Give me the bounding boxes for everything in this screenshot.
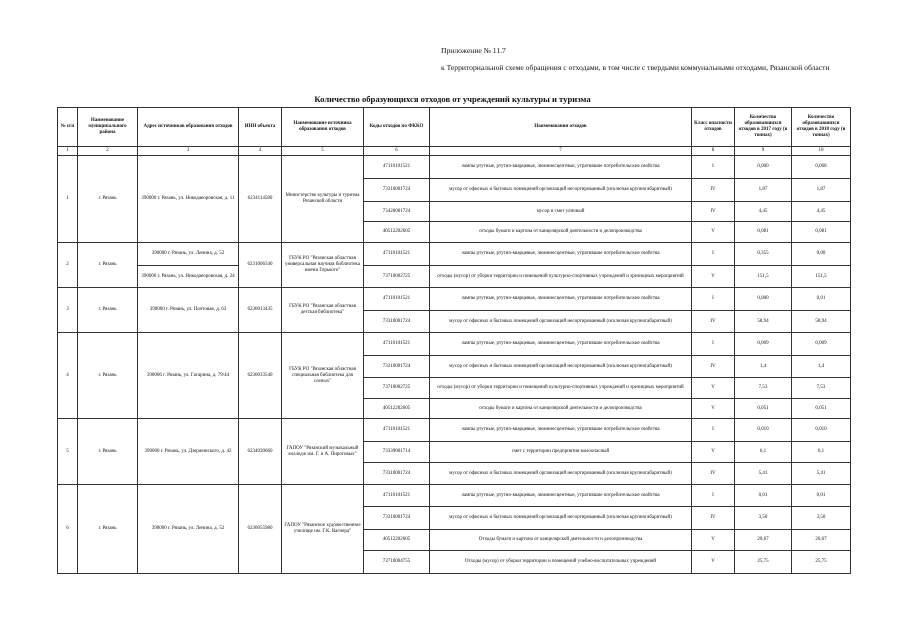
district-cell: г. Рязань (78, 333, 138, 419)
fkko-code-cell: 47110101521 (364, 156, 430, 179)
hazard-class-cell: I (692, 333, 735, 356)
table-row (58, 288, 851, 311)
waste-name-cell: мусор от офисных и бытовых помещений организаций несортированный (исключая крупногабаритный) (430, 463, 692, 485)
fkko-code-cell: 47110101521 (364, 419, 430, 442)
amount-2018-cell: 6,1 (792, 442, 851, 463)
header-cell: ИНН объекта (239, 108, 282, 147)
waste-name-cell: лампы ртутные, ртутно-кварцевые, люминесцентные, утратившие потребительские свойства (430, 288, 692, 311)
table-row (58, 333, 851, 356)
waste-name-cell: Отходы (мусор) от уборки территории и помещений учебно-воспитательных учреждений (430, 551, 692, 574)
waste-name-cell: отходы (мусор) от уборки территории и помещений культурно-спортивных учреждений и зрелищных мероприятий (430, 378, 692, 399)
waste-name-cell: лампы ртутные, ртутно-кварцевые, люминесцентные, утратившие потребительские свойства (430, 419, 692, 442)
amount-2018-cell: 25,75 (792, 551, 851, 574)
header-cell: Количество образовавшихся отходов в 2018 году (в тоннах) (792, 108, 851, 147)
address-cell: 390000 г. Рязань, ул. Ленина, д. 52 (138, 485, 239, 574)
header-cell: Количество образовавшихся отходов в 2017 году (в тоннах) (735, 108, 792, 147)
amount-2018-cell: 7,53 (792, 378, 851, 399)
waste-name-cell: мусор от офисных и бытовых помещений организаций несортированный (исключая крупногабаритный) (430, 507, 692, 530)
waste-name-cell: смет с территории предприятия малоопасный (430, 442, 692, 463)
hazard-class-cell: IV (692, 356, 735, 378)
fkko-code-cell: 73710004755 (364, 551, 430, 574)
inn-cell: 6231006340 (239, 243, 282, 288)
amount-2018-cell: 5,41 (792, 463, 851, 485)
address-cell: 390000 г. Рязань, ул. Никодаеоровская, д. 11 (138, 156, 239, 243)
hazard-class-cell: V (692, 266, 735, 288)
row-number: 4 (58, 333, 78, 419)
amount-2018-cell: 0,051 (792, 399, 851, 419)
amount-2017-cell: 7,53 (735, 378, 792, 399)
source-name-cell: ГБУК РО "Рязанская областная детская библиотека" (282, 288, 364, 333)
hazard-class-cell: V (692, 222, 735, 243)
amount-2017-cell: 20,67 (735, 530, 792, 551)
amount-2017-cell: 0,081 (735, 222, 792, 243)
waste-table-container (57, 107, 850, 574)
fkko-code-cell: 73310001724 (364, 311, 430, 333)
address-cell: 390000 г. Рязань, ул. Почтовая, д. 63 (138, 288, 239, 333)
amount-2018-cell: 0,01 (792, 288, 851, 311)
fkko-code-cell: 47110101521 (364, 243, 430, 266)
fkko-code-cell: 40512202605 (364, 222, 430, 243)
header-cell: Наименования отходов (430, 108, 692, 147)
column-index: 1 (58, 147, 78, 156)
table-row (58, 485, 851, 507)
waste-table (57, 107, 851, 574)
column-index: 5 (282, 147, 364, 156)
header-cell: Класс опасности отходов (692, 108, 735, 147)
amount-2018-cell: 0,01 (792, 485, 851, 507)
hazard-class-cell: IV (692, 507, 735, 530)
fkko-code-cell: 73310001724 (364, 507, 430, 530)
amount-2018-cell: 0,081 (792, 222, 851, 243)
hazard-class-cell: I (692, 485, 735, 507)
amount-2017-cell: 151,5 (735, 266, 792, 288)
column-index: 9 (735, 147, 792, 156)
column-index: 3 (138, 147, 239, 156)
header-cell: № п/п (58, 108, 78, 147)
amount-2018-cell: 0,00 (792, 243, 851, 266)
source-name-cell: ГБУК РО "Рязанская областная специальная библиотека для слепых" (282, 333, 364, 419)
amount-2018-cell: 58,94 (792, 311, 851, 333)
amount-2017-cell: 0,010 (735, 419, 792, 442)
waste-name-cell: мусор и смет уличный (430, 202, 692, 222)
amount-2017-cell: 25,75 (735, 551, 792, 574)
column-index: 8 (692, 147, 735, 156)
source-name-cell: ГАПОУ "Рязанское художественное училище им. Г.К. Вагнера" (282, 485, 364, 574)
hazard-class-cell: IV (692, 179, 735, 202)
address-cell: 390000 г. Рязань, ул. Никодаеоровская, д. 24 (138, 266, 239, 288)
inn-cell: 6230033540 (239, 333, 282, 419)
district-cell: г. Рязань (78, 243, 138, 288)
page-title: Количество образующихся отходов от учреждений культуры и туризма (314, 94, 591, 104)
source-name-cell: ГБУК РО "Рязанская областная универсальная научная библиотека имени Горького" (282, 243, 364, 288)
fkko-code-cell: 73710002725 (364, 266, 430, 288)
hazard-class-cell: I (692, 156, 735, 179)
amount-2017-cell: 0,000 (735, 288, 792, 311)
district-cell: г. Рязань (78, 156, 138, 243)
waste-name-cell: мусор от офисных и бытовых помещений организаций несортированный (исключая крупногабаритный) (430, 311, 692, 333)
amount-2018-cell: 0,009 (792, 333, 851, 356)
table-body (58, 156, 851, 574)
amount-2017-cell: 1,4 (735, 356, 792, 378)
fkko-code-cell: 47110101521 (364, 288, 430, 311)
amount-2018-cell: 0,010 (792, 419, 851, 442)
amount-2017-cell: 0,355 (735, 243, 792, 266)
district-cell: г. Рязань (78, 485, 138, 574)
row-number: 3 (58, 288, 78, 333)
amount-2018-cell: 4,45 (792, 202, 851, 222)
amount-2017-cell: 4,45 (735, 202, 792, 222)
amount-2018-cell: 20,67 (792, 530, 851, 551)
waste-name-cell: лампы ртутные, ртутно-кварцевые, люминесцентные, утратившие потребительские свойства (430, 485, 692, 507)
column-index: 2 (78, 147, 138, 156)
hazard-class-cell: V (692, 442, 735, 463)
column-index: 10 (792, 147, 851, 156)
district-cell: г. Рязань (78, 419, 138, 485)
amount-2017-cell: 5,41 (735, 463, 792, 485)
table-row (58, 266, 851, 288)
fkko-code-cell: 73310001724 (364, 463, 430, 485)
waste-name-cell: отходы (мусор) от уборки территории и помещений культурно-спортивных учреждений и зрелищных мероприятий (430, 266, 692, 288)
amount-2018-cell: 0,068 (792, 156, 851, 179)
annex-title: Приложение № 11.7 (441, 46, 506, 55)
amount-2017-cell: 0,01 (735, 485, 792, 507)
waste-name-cell: Отходы бумаги и картона от канцелярской деятельности и делопроизводства (430, 530, 692, 551)
table-row (58, 419, 851, 442)
waste-name-cell: лампы ртутные, ртутно-кварцевые, люминесцентные, утратившие потребительские свойства (430, 156, 692, 179)
row-number: 2 (58, 243, 78, 288)
waste-name-cell: отходы бумаги и картона от канцелярской деятельности и делопроизводства (430, 222, 692, 243)
hazard-class-cell: IV (692, 311, 735, 333)
row-number: 6 (58, 485, 78, 574)
fkko-code-cell: 73420001724 (364, 202, 430, 222)
hazard-class-cell: V (692, 378, 735, 399)
inn-cell: 6230013435 (239, 288, 282, 333)
source-name-cell: ГАПОУ "Рязанский музыкальный колледж им. Г. и А. Пироговых" (282, 419, 364, 485)
header-cell: Наименование муниципального района (78, 108, 138, 147)
fkko-code-cell: 47110101521 (364, 485, 430, 507)
header-cell: Адрес источников образования отходов (138, 108, 239, 147)
inn-cell: 6234114580 (239, 156, 282, 243)
fkko-code-cell: 73710002725 (364, 378, 430, 399)
fkko-code-cell: 47110101521 (364, 333, 430, 356)
fkko-code-cell: 40512202605 (364, 399, 430, 419)
hazard-class-cell: I (692, 419, 735, 442)
header-cell: Наименование источника образования отходов (282, 108, 364, 147)
address-cell: 390006 г. Рязань, ул. Гагарина, д. 79/44 (138, 333, 239, 419)
hazard-class-cell: IV (692, 463, 735, 485)
fkko-code-cell: 73310001724 (364, 179, 430, 202)
inn-cell: 6230055980 (239, 485, 282, 574)
hazard-class-cell: I (692, 288, 735, 311)
hazard-class-cell: V (692, 399, 735, 419)
hazard-class-cell: IV (692, 202, 735, 222)
amount-2018-cell: 1,4 (792, 356, 851, 378)
row-number: 5 (58, 419, 78, 485)
amount-2017-cell: 0,051 (735, 399, 792, 419)
hazard-class-cell: I (692, 243, 735, 266)
amount-2017-cell: 58,94 (735, 311, 792, 333)
header-cell: Коды отходов по ФККО (364, 108, 430, 147)
table-row (58, 156, 851, 179)
amount-2017-cell: 3,50 (735, 507, 792, 530)
waste-name-cell: отходы бумаги и картона от канцелярской деятельности и делопроизводства (430, 399, 692, 419)
row-number: 1 (58, 156, 78, 243)
fkko-code-cell: 73339001714 (364, 442, 430, 463)
table-row (58, 243, 851, 266)
amount-2018-cell: 3,50 (792, 507, 851, 530)
waste-name-cell: мусор от офисных и бытовых помещений организаций несортированный (исключая крупногабаритный) (430, 356, 692, 378)
source-name-cell: Министерство культуры и туризма Рязанской области (282, 156, 364, 243)
column-index-row (58, 147, 851, 156)
header-row (58, 108, 851, 147)
fkko-code-cell: 40512202605 (364, 530, 430, 551)
address-cell: 390000 г. Рязань, ул. Ленина, д. 52 (138, 243, 239, 266)
amount-2018-cell: 151,5 (792, 266, 851, 288)
fkko-code-cell: 73310001724 (364, 356, 430, 378)
amount-2018-cell: 1,87 (792, 179, 851, 202)
district-cell: г. Рязань (78, 288, 138, 333)
amount-2017-cell: 0,000 (735, 156, 792, 179)
address-cell: 390000 г. Рязань, ул. Дзержинского, д. 42 (138, 419, 239, 485)
column-index: 4 (239, 147, 282, 156)
amount-2017-cell: 6,1 (735, 442, 792, 463)
hazard-class-cell: V (692, 530, 735, 551)
waste-name-cell: мусор от офисных и бытовых помещений организаций несортированный (исключая крупногабаритный) (430, 179, 692, 202)
amount-2017-cell: 1,87 (735, 179, 792, 202)
waste-name-cell: лампы ртутные, ртутно-кварцевые, люминесцентные, утратившие потребительские свойства (430, 243, 692, 266)
annex-description: к Территориальной схеме обращения с отходами, в том числе с твердыми коммунальными отходами, Рязанской области (441, 63, 830, 72)
waste-name-cell: лампы ртутные, ртутно-кварцевые, люминесцентные, утратившие потребительские свойства (430, 333, 692, 356)
hazard-class-cell: V (692, 551, 735, 574)
amount-2017-cell: 0,009 (735, 333, 792, 356)
column-index: 6 (364, 147, 430, 156)
column-index: 7 (430, 147, 692, 156)
inn-cell: 6234030660 (239, 419, 282, 485)
